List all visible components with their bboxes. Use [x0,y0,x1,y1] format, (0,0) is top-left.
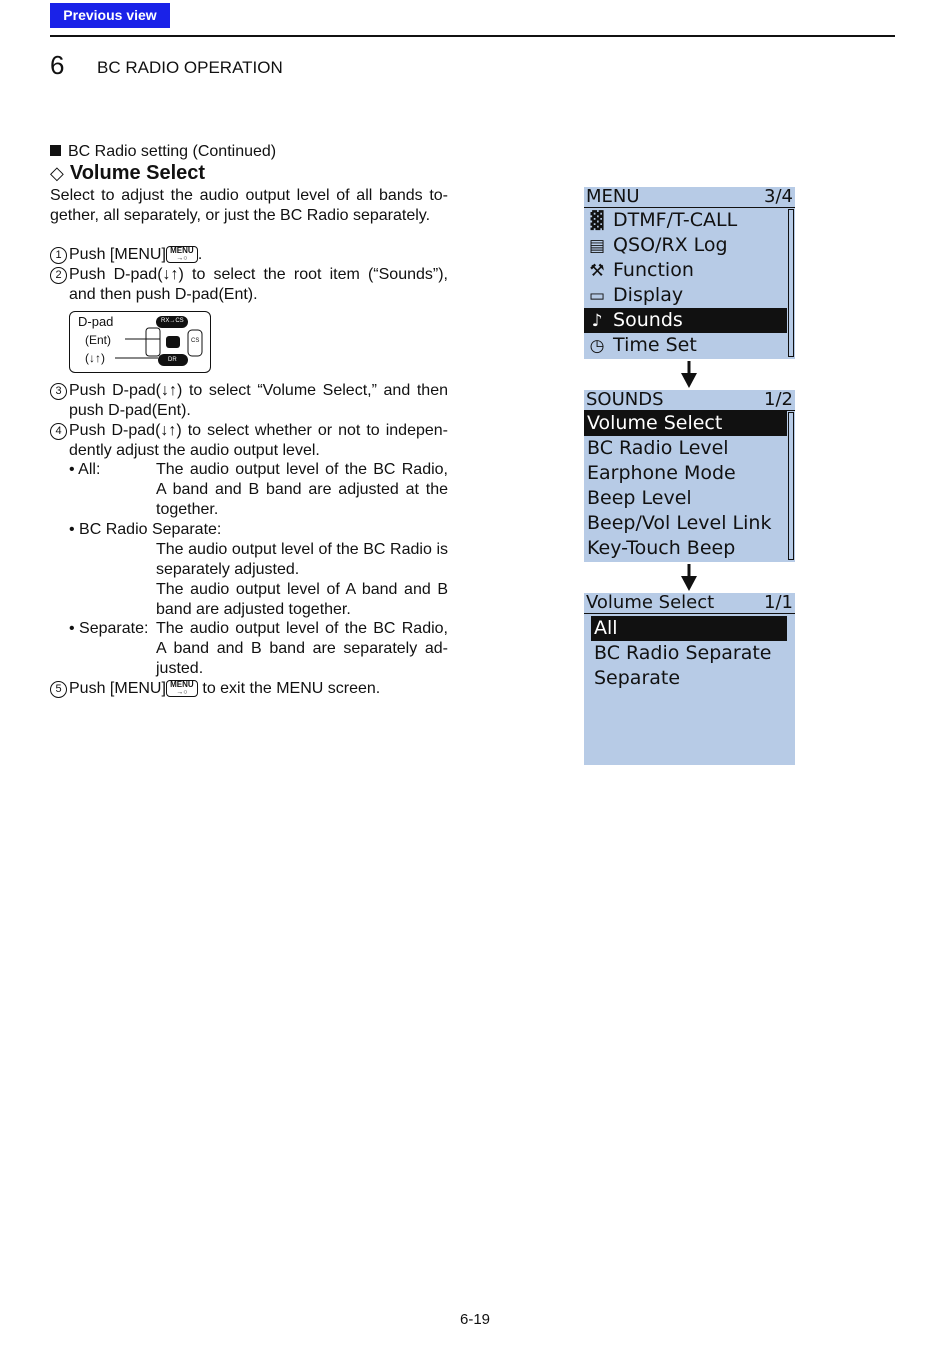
chapter-number: 6 [50,50,65,80]
menu-item-label: Function [613,259,694,281]
menu-item-display[interactable] [584,283,795,308]
note-icon: ♪ [591,311,603,331]
scrollbar [788,412,794,560]
dpad-title: D-pad [78,314,114,329]
option-bc-separate-label: • BC Radio Separate: [69,521,222,538]
step-1-text: Push [MENU] MENU →○ . [69,246,203,263]
step-4-line-2: dently adjust the audio output level. [69,442,320,459]
option-all-label: • All: [69,461,101,478]
menu-item-sounds[interactable] [584,308,787,333]
dpad-key-top-label: RX→CS [161,318,184,324]
step-3-number: 3 [50,381,67,401]
sounds-item-label: Earphone Mode [587,462,736,484]
volume-select-item-all[interactable] [591,616,787,641]
log-icon: ▤ [588,236,606,256]
volume-select-item-bc-radio-separate[interactable] [591,641,795,666]
sounds-item-bc-radio-level[interactable] [584,436,795,461]
step-2-line-1: Push D-pad(↓↑) to select the root item (“Sounds”), [69,266,448,283]
step-2-number: 2 [50,265,67,285]
step-1-number: 1 [50,245,67,265]
intro-line-1: Select to adjust the audio output level of all bands to- [50,187,448,204]
square-bullet-icon [50,145,61,156]
dpad-updown-label: (↓↑) [85,351,105,365]
option-bc-separate-line-4: band are adjusted together. [156,601,351,618]
dpad-diagram-icon [70,312,210,372]
subsection-heading [50,162,205,185]
menu-item-label: Time Set [613,334,697,356]
sounds-item-earphone-mode[interactable] [584,461,795,486]
option-bc-separate-line-2: separately adjusted. [156,561,300,578]
menu-item-label: Sounds [613,309,683,331]
section-heading-text: BC Radio setting (Continued) [68,143,277,160]
previous-view-button[interactable]: Previous view [50,3,170,28]
sounds-item-label: Beep/Vol Level Link [587,512,772,534]
option-separate-line-3: justed. [156,660,204,677]
step-4-number: 4 [50,421,67,441]
sounds-item-beep-level[interactable] [584,486,795,511]
volume-select-item-label: BC Radio Separate [594,642,772,664]
option-separate-line-1: The audio output level of the BC Radio, [156,620,448,637]
lcd-menu-header: MENU 3/4 [586,186,793,207]
lcd-volume-select-header: Volume Select 1/1 [586,592,793,613]
dpad-ent-label: (Ent) [85,333,112,347]
option-all-line-3: together. [156,501,219,518]
tools-icon: ⚒ [589,261,605,281]
option-bc-separate-line-1: The audio output level of the BC Radio is [156,541,448,558]
monitor-icon: ▭ [588,286,606,306]
option-all-line-2: A band and B band are adjusted at the [156,481,448,498]
sounds-item-key-touch-beep[interactable] [584,536,795,561]
option-separate-label: • Separate: [69,620,149,637]
sounds-item-label: Volume Select [587,412,723,434]
lcd-menu-screen [584,187,795,359]
dpad-key-side-label: CS [191,338,200,344]
sounds-item-beep-vol-level-link[interactable] [584,511,795,536]
section-heading [50,143,276,161]
option-bc-separate-line-3: The audio output level of A band and B [156,581,448,598]
step-3-line-2: push D-pad(Ent). [69,402,191,419]
menu-item-dtmf-t-call[interactable] [584,208,795,233]
header-rule [50,35,895,37]
menu-item-function[interactable] [584,258,795,283]
menu-item-time-set[interactable] [584,333,795,358]
menu-key-icon: MENU →○ [166,680,198,697]
lcd-volume-select-screen [584,593,795,765]
step-5-number: 5 [50,679,67,699]
menu-item-label: QSO/RX Log [613,234,728,256]
dpad-figure [69,311,211,373]
sounds-item-volume-select[interactable] [584,411,787,436]
lcd-sounds-screen [584,390,795,562]
clock-icon: ◷ [589,336,605,356]
sounds-item-label: Beep Level [587,487,692,509]
menu-key-icon: MENU →○ [166,246,198,263]
sounds-item-label: BC Radio Level [587,437,729,459]
subsection-heading-text: Volume Select [69,162,206,184]
option-all-line-1: The audio output level of the BC Radio, [156,461,448,478]
menu-item-label: Display [613,284,684,306]
chapter-title: BC RADIO OPERATION [97,58,283,77]
option-separate-line-2: A band and B band are separately ad- [156,640,448,657]
grid-icon: ▓ [590,211,604,231]
menu-item-label: DTMF/T-CALL [613,209,738,231]
step-2-line-2: and then push D-pad(Ent). [69,286,258,303]
step-3-line-1: Push D-pad(↓↑) to select “Volume Select,” and then [69,382,448,399]
sounds-item-label: Key-Touch Beep [587,537,736,559]
lcd-sounds-header: SOUNDS 1/2 [586,389,793,410]
dpad-key-bottom-label: DR [168,357,177,363]
arrow-down-icon [680,564,698,592]
page-number: 6-19 [459,1311,491,1328]
step-4-line-1: Push D-pad(↓↑) to select whether or not to indepen- [69,422,448,439]
volume-select-item-label: All [594,617,618,639]
intro-line-2: gether, all separately, or just the BC Radio separately. [50,207,431,224]
volume-select-item-separate[interactable] [591,666,795,691]
menu-item-qso-rx-log[interactable] [584,233,795,258]
diamond-icon: ◇ [50,163,64,183]
arrow-down-icon [680,361,698,389]
step-5-text: Push [MENU] MENU →○ to exit the MENU screen. [69,680,381,697]
volume-select-item-label: Separate [594,667,681,689]
scrollbar [788,209,794,357]
